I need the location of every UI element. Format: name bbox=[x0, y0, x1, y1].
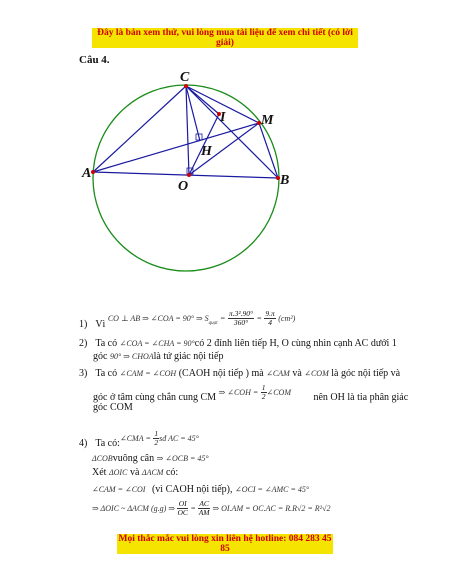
item-3 bbox=[79, 368, 400, 380]
label-b: B bbox=[280, 173, 290, 188]
item-number: 2) bbox=[79, 338, 88, 349]
label-c: C bbox=[180, 70, 190, 85]
item-text: Ta có bbox=[95, 368, 118, 379]
question-title: Câu 4. bbox=[79, 54, 110, 66]
fraction-top: OI bbox=[178, 499, 187, 508]
fraction bbox=[228, 310, 254, 327]
fraction-bottom: 4 bbox=[268, 318, 272, 327]
item-text: Ta có: bbox=[95, 438, 120, 449]
item-text: là tứ giác nội tiếp bbox=[153, 351, 224, 362]
label-i: I bbox=[220, 110, 226, 125]
item-2-cont bbox=[93, 351, 223, 363]
item-text: nên OH là tia phân giác bbox=[313, 391, 409, 403]
item-number: 1) bbox=[79, 318, 88, 330]
item-text: góc bbox=[93, 351, 108, 362]
item-text: là góc nội tiếp và bbox=[331, 368, 401, 379]
fraction bbox=[261, 384, 267, 401]
point-o bbox=[187, 173, 191, 177]
item-4-line3 bbox=[92, 467, 178, 479]
formula: ⇒ OI.AM = OC.AC = R.R√2 = R²√2 bbox=[212, 503, 331, 513]
fraction-bottom: 2 bbox=[261, 392, 266, 401]
fraction-bottom: AM bbox=[198, 508, 210, 517]
item-4-line5 bbox=[92, 500, 330, 517]
formula: 90° ⇒ CHOA bbox=[109, 352, 154, 361]
item-text: vuông cân bbox=[112, 453, 155, 464]
item-text: Ta có bbox=[95, 338, 118, 349]
fraction bbox=[198, 500, 210, 517]
item-3-cont bbox=[93, 383, 409, 406]
label-o: O bbox=[178, 179, 189, 194]
hotline-banner: Mọi thắc mắc vui lòng xin liên hệ hotline: 084 283 45 85 bbox=[118, 534, 332, 554]
item-4 bbox=[79, 438, 120, 450]
formula: ∠CAM bbox=[266, 369, 290, 378]
formula: ∠COA = ∠CHA = 90° bbox=[119, 339, 195, 348]
fraction-top: 9.π bbox=[265, 309, 275, 318]
label-h: H bbox=[201, 144, 212, 159]
formula: ∠OCI = ∠AMC = 45° bbox=[235, 485, 310, 494]
formula: ⇒ ∠OCB = 45° bbox=[156, 454, 209, 463]
formula: ΔCOB bbox=[92, 454, 113, 463]
fraction-top: 1 bbox=[261, 383, 266, 392]
item-text: có: bbox=[165, 467, 179, 478]
fraction-top: 1 bbox=[154, 429, 159, 438]
formula: = bbox=[256, 313, 262, 323]
formula: = bbox=[220, 313, 226, 323]
item-text: và bbox=[129, 467, 140, 478]
item-text: Vì bbox=[95, 318, 106, 330]
preview-banner: Đây là bản xem thử, vui lòng mua tài liệu để xem chi tiết (có lời giải) bbox=[92, 28, 358, 48]
formula: ⇒ ΔOIC ~ ΔACM (g.g) ⇒ bbox=[92, 503, 175, 513]
item-4-formula bbox=[120, 430, 199, 447]
geometry-figure bbox=[0, 60, 450, 300]
item-text: (vì CAOH nội tiếp), bbox=[151, 484, 233, 495]
formula: ⇒ ∠COH = bbox=[218, 387, 259, 397]
formula: ∠COM bbox=[266, 387, 291, 397]
point-a bbox=[91, 170, 95, 174]
formula: ΔOIC bbox=[108, 468, 128, 477]
item-text: Xét bbox=[92, 467, 107, 478]
formula: CO ⊥ AB ⇒ ∠COA = 90° ⇒ S bbox=[107, 313, 209, 323]
fraction-bottom: OC bbox=[177, 508, 188, 517]
fraction-bottom: 2 bbox=[154, 438, 159, 447]
fraction-top: π.3².90° bbox=[228, 309, 253, 318]
item-number: 3) bbox=[79, 368, 88, 379]
fraction bbox=[177, 500, 187, 517]
formula: = bbox=[190, 503, 196, 513]
formula: sđ AC = 45° bbox=[159, 433, 199, 443]
formula: ∠COM bbox=[304, 369, 329, 378]
label-a: A bbox=[82, 166, 92, 181]
item-2 bbox=[79, 338, 397, 350]
fraction-top: AC bbox=[199, 499, 209, 508]
label-m: M bbox=[261, 113, 274, 128]
formula: ΔACM bbox=[141, 468, 164, 477]
formula: (cm²) bbox=[278, 313, 296, 323]
segment-co bbox=[186, 86, 189, 175]
segment-am bbox=[93, 123, 259, 172]
item-text: góc COM bbox=[93, 402, 133, 413]
item-number: 4) bbox=[79, 438, 88, 449]
formula: ∠CMA = bbox=[120, 433, 151, 443]
item-text: có 2 đỉnh liên tiếp H, O cùng nhìn cạnh AC dưới 1 bbox=[194, 338, 397, 349]
item-text: và bbox=[292, 368, 302, 379]
formula: ∠CAM = ∠COI bbox=[92, 485, 146, 494]
fraction-bottom: 360° bbox=[233, 318, 249, 327]
item-text: góc ở tâm cùng chắn cung CM bbox=[93, 391, 217, 403]
item-3-cont2 bbox=[93, 402, 133, 414]
fraction bbox=[264, 310, 275, 327]
circle-o bbox=[93, 85, 279, 271]
segment-ab bbox=[93, 172, 278, 178]
segment-cb bbox=[186, 86, 278, 178]
item-4-line2 bbox=[92, 453, 209, 465]
formula-subscript: quạt bbox=[208, 320, 218, 326]
item-text: (CAOH nội tiếp ) mà bbox=[178, 368, 264, 379]
item-4-line4 bbox=[92, 484, 309, 496]
formula: ∠CAM = ∠COH bbox=[119, 369, 177, 378]
